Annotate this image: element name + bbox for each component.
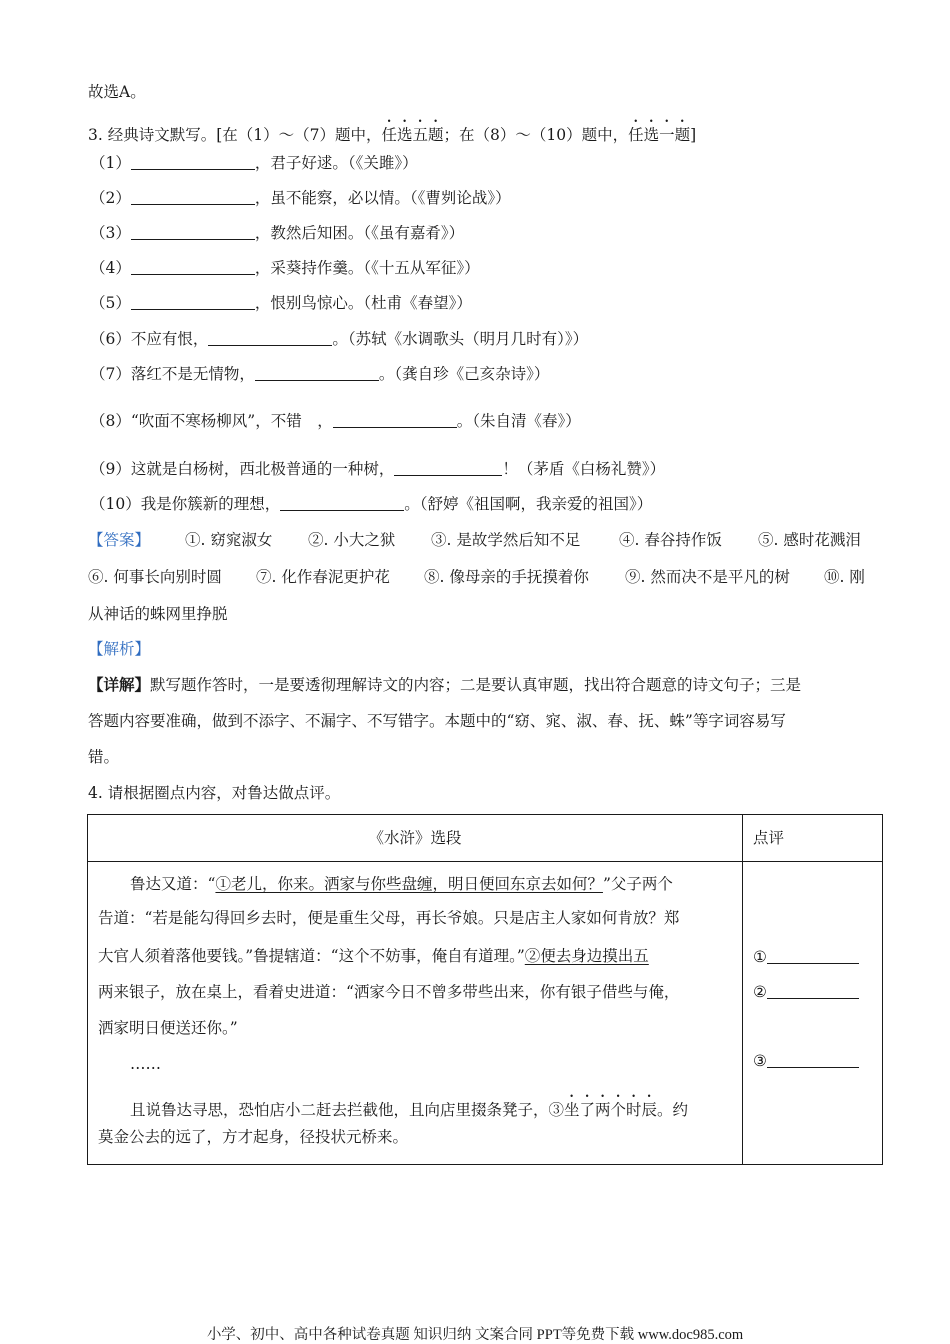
passage-line-6: 且说鲁达寻思，恐怕店小二赶去拦截他，且向店里掇条凳子，③坐了两个时辰。约 — [130, 1101, 689, 1119]
answer-blank[interactable] — [131, 294, 255, 310]
comment-blank-2[interactable] — [767, 983, 859, 999]
detail-label: 【详解】 — [88, 675, 151, 694]
underlined-quote-2: ②便去身边摸出五 — [524, 947, 649, 965]
passage-line-2: 告道：“若是能勾得回乡去时，便是重生父母，再长爷娘。只是店主人家如何肯放？郑 — [98, 909, 680, 927]
q3-emphasis-1: 任选五题 — [381, 126, 444, 144]
comment-1: ① — [753, 948, 859, 966]
comment-blank-3[interactable] — [767, 1052, 859, 1068]
q3-item-7: （7）落红不是无情物， 。（龚自珍《己亥杂诗》） — [90, 365, 550, 383]
answer-blank[interactable] — [131, 189, 255, 205]
comment-blank-1[interactable] — [767, 948, 859, 964]
q4-comment-cell — [743, 862, 883, 1165]
q3-item-6: （6）不应有恨， 。（苏轼《水调歌头（明月几时有）》） — [90, 330, 589, 348]
passage-line-7: 莫金公去的远了，方才起身，径投状元桥来。 — [98, 1128, 409, 1146]
q4-table — [87, 814, 883, 1165]
analysis-label: 【解析】 — [88, 640, 151, 658]
q4-stem: 4. 请根据圈点内容，对鲁达做点评。 — [88, 784, 341, 802]
passage-line-5: 洒家明日便送还你。” — [98, 1019, 238, 1037]
answer-7: ⑦. 化作春泥更护花 — [256, 568, 390, 586]
answer-10: ⑩. 刚 — [824, 568, 865, 586]
q3-item-4: （4） ，采葵持作羹。（《十五从军征》） — [90, 259, 480, 277]
answer-9: ⑨. 然而决不是平凡的树 — [625, 568, 790, 586]
answer-3: ③. 是故学然后知不足 — [431, 531, 581, 549]
page-footer: 小学、初中、高中各种试卷真题 知识归纳 文案合同 PPT等免费下载 www.doc985.com — [206, 1327, 744, 1343]
comment-3: ③ — [753, 1052, 859, 1070]
q3-item-3: （3） ，教然后知困。（《虽有嘉肴》） — [90, 224, 465, 242]
passage-line-3: 大官人须着落他要钱。”鲁提辖道：“这个不妨事，俺自有道理。”②便去身边摸出五 — [98, 947, 649, 965]
answer-blank[interactable] — [255, 365, 379, 381]
q4-passage-cell — [88, 862, 743, 1165]
answer-label: 【答案】 — [88, 531, 151, 549]
q3-item-2: （2） ，虽不能察，必以情。（《曹刿论战》） — [90, 189, 511, 207]
q4-header-comment: 点评 — [743, 815, 883, 862]
answer-blank[interactable] — [280, 495, 404, 511]
detail-line-2: 答题内容要准确，做到不添字、不漏字、不写错字。本题中的“窈、窕、淑、春、抚、蛛”等字词容易写 — [88, 712, 786, 730]
q3-item-1: （1） ，君子好逑。（《关雎》） — [90, 154, 418, 172]
q3-item-8: （8）“吹面不寒杨柳风”，不错 ， 。（朱自清《春》） — [90, 412, 581, 430]
comment-2: ② — [753, 983, 859, 1001]
emphasis-phrase-3: 坐了两个时辰 — [564, 1101, 658, 1119]
q3-stem: 3. 经典诗文默写。[在（1）～（7）题中，任选五题；在（8）～（10）题中，任选一题] — [88, 126, 697, 144]
prev-answer-line: 故选A。 — [88, 83, 146, 101]
answer-2: ②. 小大之狱 — [308, 531, 396, 549]
q3-item-9: （9）这就是白杨树，西北极普通的一种树， ！（茅盾《白杨礼赞》） — [90, 460, 666, 478]
detail-line-1: 【详解】默写题作答时，一是要透彻理解诗文的内容；二是要认真审题，找出符合题意的诗文句子；三是 — [88, 675, 802, 694]
detail-line-3: 错。 — [88, 748, 120, 766]
passage-line-1: 鲁达又道：“①老儿，你来。洒家与你些盘缠，明日便回东京去如何？”父子两个 — [130, 875, 673, 893]
answer-blank[interactable] — [131, 224, 255, 240]
answer-1: ①. 窈窕淑女 — [185, 531, 273, 549]
underlined-quote-1: ①老儿，你来。洒家与你些盘缠，明日便回东京去如何？ — [215, 875, 603, 893]
answer-10-tail: 从神话的蛛网里挣脱 — [88, 605, 228, 623]
answer-8: ⑧. 像母亲的手抚摸着你 — [424, 568, 589, 586]
q3-item-5: （5） ，恨别鸟惊心。（杜甫《春望》） — [90, 294, 472, 312]
q3-item-10: （10）我是你簇新的理想， 。（舒婷《祖国啊，我亲爱的祖国》） — [90, 495, 653, 513]
answer-blank[interactable] — [208, 330, 332, 346]
answer-5: ⑤. 感时花溅泪 — [758, 531, 861, 549]
passage-ellipsis: …… — [130, 1055, 161, 1073]
q3-emphasis-2: 任选一题 — [628, 126, 691, 144]
answer-blank[interactable] — [131, 154, 255, 170]
answer-blank[interactable] — [131, 259, 255, 275]
answer-blank[interactable] — [394, 460, 502, 476]
answer-6: ⑥. 何事长向别时圆 — [88, 568, 222, 586]
answer-4: ④. 春谷持作饭 — [619, 531, 722, 549]
q4-header-passage: 《水浒》选段 — [88, 815, 743, 862]
passage-line-4: 两来银子，放在桌上，看着史进道：“洒家今日不曾多带些出来，你有银子借些与俺， — [98, 983, 680, 1001]
answer-blank[interactable] — [333, 412, 457, 428]
